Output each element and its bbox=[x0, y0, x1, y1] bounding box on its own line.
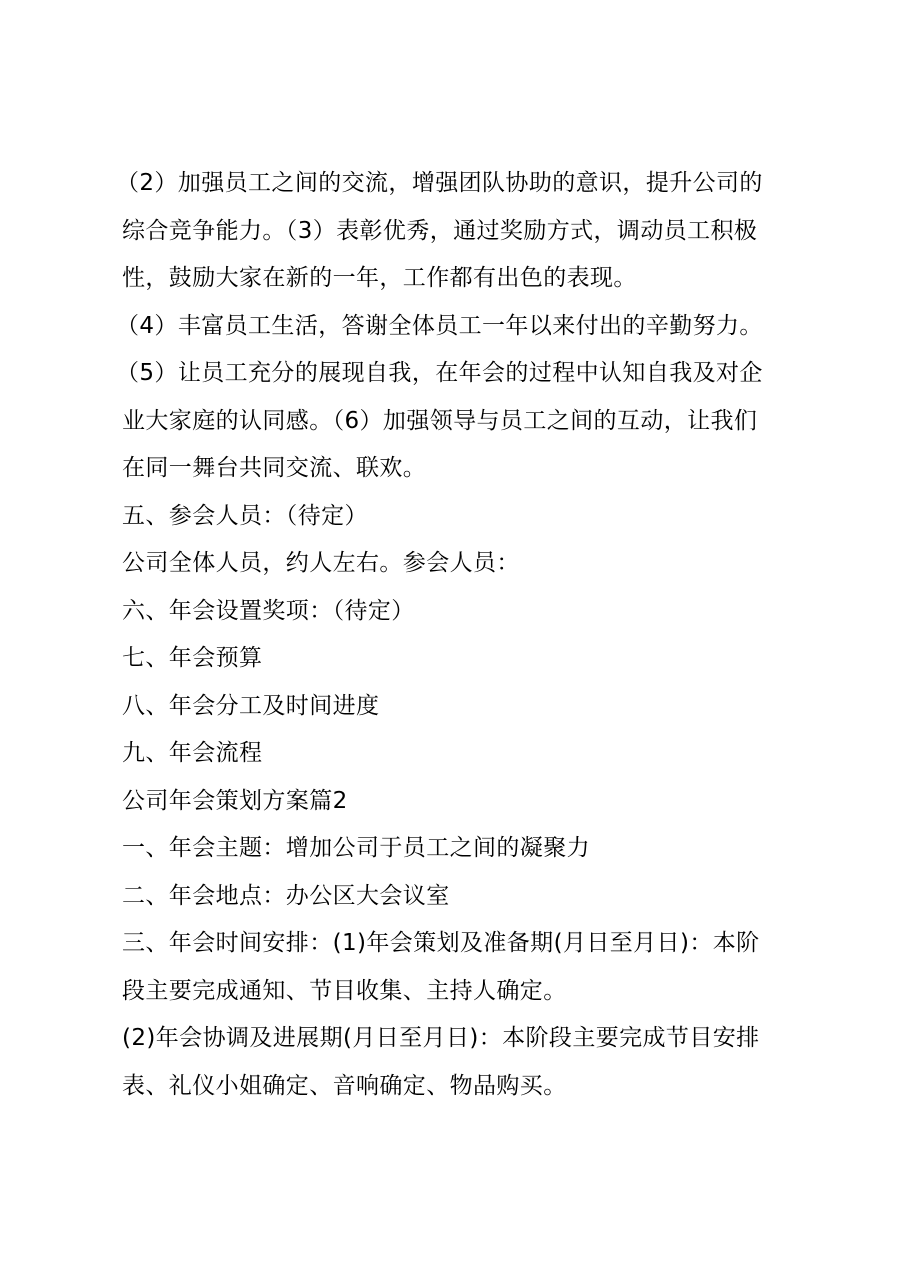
section-heading: 一、年会主题：增加公司于员工之间的凝聚力 bbox=[122, 835, 590, 861]
document-body bbox=[116, 160, 797, 1110]
section-heading: 三、年会时间安排：(1)年会策划及准备期(月日至月日)：本阶 bbox=[122, 930, 760, 956]
section-heading: 九、年会流程 bbox=[122, 740, 263, 766]
text-line: （5）让员工充分的展现自我，在年会的过程中认知自我及对企 bbox=[116, 360, 763, 386]
text-line: 业大家庭的认同感。（6）加强领导与员工之间的互动，让我们 bbox=[122, 407, 758, 434]
section-heading: 五、参会人员：（待定） bbox=[122, 502, 368, 529]
text-line: （2）加强员工之间的交流，增强团队协助的意识，提升公司的 bbox=[116, 170, 763, 196]
section-heading: 七、年会预算 bbox=[122, 645, 263, 671]
text-line: (2)年会协调及进展期(月日至月日)：本阶段主要完成节目安排 bbox=[122, 1025, 760, 1051]
document-title: 公司年会策划方案篇2 bbox=[122, 787, 348, 814]
text-line: 综合竞争能力。（3）表彰优秀，通过奖励方式，调动员工积极 bbox=[122, 217, 758, 244]
text-line: 段主要完成通知、节目收集、主持人确定。 bbox=[122, 977, 567, 1004]
section-heading: 八、年会分工及时间进度 bbox=[122, 692, 380, 719]
text-line: （4）丰富员工生活，答谢全体员工一年以来付出的辛勤努力。 bbox=[116, 312, 763, 339]
section-heading: 六、年会设置奖项：（待定） bbox=[122, 597, 415, 624]
text-line: 在同一舞台共同交流、联欢。 bbox=[122, 455, 427, 481]
text-line: 公司全体人员，约人左右。参会人员： bbox=[122, 550, 520, 576]
text-line: 表、礼仪小姐确定、音响确定、物品购买。 bbox=[122, 1072, 567, 1099]
text-line: 性，鼓励大家在新的一年，工作都有出色的表现。 bbox=[122, 265, 637, 291]
section-heading: 二、年会地点：办公区大会议室 bbox=[122, 882, 450, 909]
